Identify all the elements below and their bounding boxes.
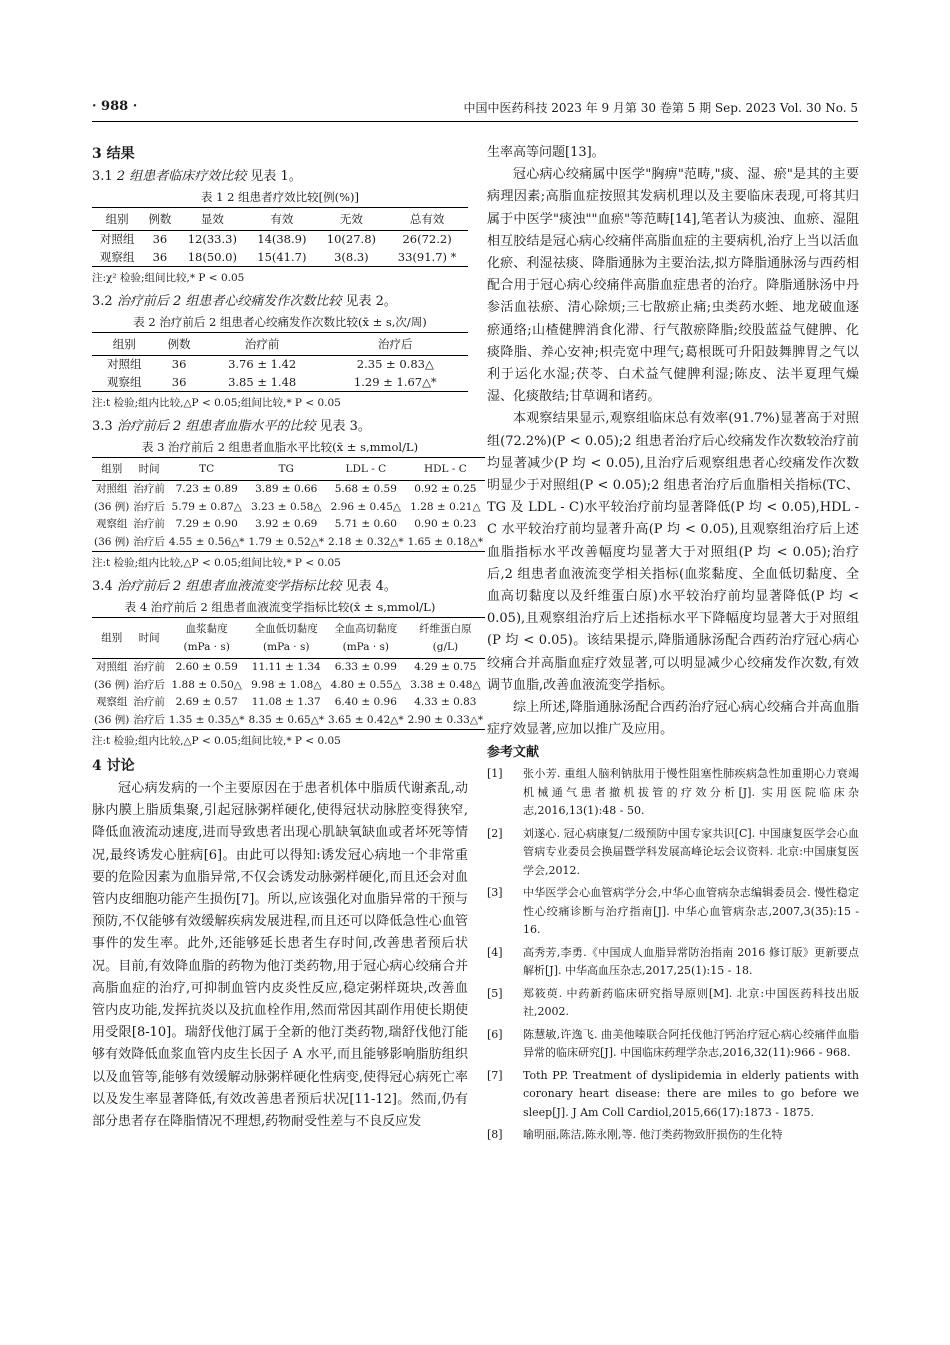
table3-note: 注:t 检验;组内比较,△P < 0.05;组间比较,* P < 0.05 [92, 557, 341, 569]
table-row [92, 659, 485, 677]
subsection-ref: 见表 2。 [345, 294, 397, 309]
table-cell: 1.35 ± 0.35△* [168, 713, 245, 726]
table-cell: 1.29 ± 1.67△* [353, 374, 437, 389]
references-title: 参考文献 [487, 745, 540, 761]
reference-text: 郑筱萸. 中药新药临床研究指导原则[M]. 北京:中国医药科技出版社,2002. [523, 986, 859, 1019]
journal-running-head: 中国中医药科技 2023 年 9 月第 30 卷第 5 期 Sep. 2023 Vol. 30 No. 5 [463, 101, 858, 115]
table-cell: 2.96 ± 0.45△ [330, 500, 401, 513]
table-cell: 8.35 ± 0.65△* [248, 713, 325, 726]
header-unit: (mPa · s) [342, 641, 390, 653]
reference-item [487, 944, 859, 981]
table4 [92, 617, 485, 730]
reference-text: 陈慧敏,许逸飞. 曲美他嗪联合阿托伐他汀钙治疗冠心病心绞痛伴血脂异常的临床研究[J]. 中国临床药理学杂志,2016,32(11):966 - 968. [523, 1027, 859, 1060]
table-cell: 4.33 ± 0.83 [414, 696, 477, 708]
table-cell: 治疗后 [133, 535, 165, 548]
table-cell: 观察组 [99, 249, 135, 264]
table-cell: 18(50.0) [187, 249, 237, 264]
table-cell: 治疗前 [133, 518, 165, 530]
table-cell: 15(41.7) [257, 249, 307, 264]
subsection-3-1 [92, 166, 468, 187]
subsection-title: 治疗前后 2 组患者心绞痛发作次数比较 [116, 294, 342, 309]
table-cell: 11.08 ± 1.37 [251, 696, 321, 708]
table-cell: 1.65 ± 0.18△* [407, 535, 484, 548]
reference-text: 张小芳. 重组人脑利钠肽用于慢性阻塞性肺疾病急性加重期心力衰竭机械通气患者撤机拔管的疗效分析[J]. 实用医院临床杂志,2016,13(1):48 - 50. [523, 767, 859, 818]
discussion-paragraph-4: 综上所述,降脂通脉汤配合西药治疗冠心病心绞痛合并高血脂症疗效显著,应加以推广及应用。 [487, 700, 859, 738]
page-header [92, 99, 858, 122]
reference-number: [2] [487, 826, 503, 840]
reference-item [487, 1067, 859, 1123]
reference-number: [4] [487, 945, 503, 959]
reference-item [487, 985, 859, 1022]
header-unit: (g/L) [432, 641, 459, 653]
table-header: 组别 [92, 458, 131, 481]
table-header: 时间 [131, 618, 167, 659]
reference-text: 刘遂心. 冠心病康复/二级预防中国专家共识[C]. 中国康复医学会心血管病专业委员会换届暨学科发展高峰论坛会议资料. 北京:中国康复医学会,2012. [523, 826, 859, 877]
reference-item [487, 1126, 859, 1145]
reference-text: 中华医学会心血管病学分会,中华心血管病杂志编辑委员会. 慢性稳定性心绞痛诊断与治疗指南[J]. 中华心血管病杂志,2007,3(35):15 - 16. [523, 886, 859, 937]
table3-caption: 表 3 治疗前后 2 组患者血脂水平比较(x̄ ± s,mmol/L) [141, 440, 419, 454]
table-row [92, 712, 485, 730]
table-cell: 观察组 [95, 518, 128, 530]
table-cell: 3.85 ± 1.48 [228, 374, 297, 389]
table-cell: 3.23 ± 0.58△ [251, 500, 322, 513]
table-cell: 4.29 ± 0.75 [414, 661, 477, 673]
subsection-title: 2 组患者临床疗效比较 [116, 169, 247, 184]
table-header: 例数 [156, 333, 201, 356]
table-cell: (36 例) [94, 500, 130, 513]
table1 [92, 207, 468, 267]
table-cell: 1.79 ± 0.52△* [248, 535, 325, 548]
table-cell: 对照组 [95, 483, 128, 495]
table3 [92, 457, 485, 552]
discussion-paragraph-1-continued: 生率高等问题[13]。 [487, 145, 605, 160]
table-cell: 6.40 ± 0.96 [334, 696, 397, 708]
table-row [92, 374, 468, 392]
reference-number: [6] [487, 1027, 503, 1041]
table-row [92, 499, 485, 517]
table-cell: 观察组 [95, 696, 128, 708]
table-cell: (36 例) [94, 713, 130, 726]
subsection-3-4 [92, 576, 468, 597]
table-cell: 5.79 ± 0.87△ [171, 500, 242, 513]
table2-note: 注:t 检验;组内比较,△P < 0.05;组间比较,* P < 0.05 [92, 397, 341, 409]
table-cell: 3.38 ± 0.48△ [410, 678, 481, 691]
table-header [326, 618, 406, 659]
table-header: 治疗前 [202, 333, 323, 356]
table-cell: 对照组 [95, 661, 128, 673]
left-column [92, 142, 484, 1133]
table-cell: 1.28 ± 0.21△ [410, 500, 481, 513]
table2 [92, 332, 468, 392]
table-cell: 观察组 [106, 374, 142, 389]
discussion-paragraph-2: 冠心病心绞痛属中医学"胸痹"范畴,"痰、湿、瘀"是其的主要病理因素;高脂血症按照其发病机理以及主要临床表现,可将其归属于中医学"痰浊""血瘀"等范畴[14],笔者认为痰浊、血瘀、湿阻相互胶结是冠心病心绞痛伴高脂血症的主要病机,治疗上当以活血化瘀、利湿祛痰、降脂通脉为主要治法,拟方降脂通脉汤与西药相配合用于冠心病心绞痛伴高脂血症患者的治疗。降脂通脉汤中丹参活血祛瘀、清心除烦;三七散瘀止痛;虫类药水蛭、地龙破血逐瘀通络;山楂健脾消食化滞、行气散瘀降脂;绞股蓝益气健脾、化痰降脂、养心安神;枳壳宽中理气;葛根既可升阳鼓舞脾胃之气以利于运化水湿;茯苓、白术益气健脾利湿;陈皮、法半夏理气燥湿、化痰散结;甘草调和诸药。 [487, 167, 859, 405]
table-header: 有效 [247, 208, 317, 231]
table-header: 组别 [92, 333, 156, 356]
table-cell: 1.88 ± 0.50△ [171, 678, 242, 691]
table-cell: 36 [152, 249, 168, 264]
table-header: 总有效 [386, 208, 468, 231]
table-header: 无效 [317, 208, 387, 231]
table-cell: 对照组 [99, 232, 135, 246]
table-cell: 12(33.3) [187, 232, 237, 246]
page-number: · 988 · [92, 99, 138, 114]
table-row [92, 481, 485, 499]
table-cell: 14(38.9) [257, 232, 307, 246]
reference-item [487, 884, 859, 940]
table-cell: 对照组 [106, 357, 142, 371]
reference-item [487, 825, 859, 881]
table-cell: 36 [171, 374, 187, 389]
table-cell: 2.18 ± 0.32△* [328, 535, 404, 548]
reference-text: Toth PP. Treatment of dyslipidemia in elderly patients with coronary heart disease: there are miles to go before we sleep[J]. J Am Coll Cardiol,2015,66(17):1873 - 1875. [523, 1068, 859, 1119]
header-unit: (mPa · s) [183, 641, 230, 653]
table-cell: 2.35 ± 0.83△ [356, 357, 434, 371]
subsection-ref: 见表 3。 [319, 419, 371, 434]
reference-number: [7] [487, 1068, 503, 1082]
table-cell: 4.55 ± 0.56△* [168, 535, 245, 548]
table-cell: 治疗前 [133, 661, 165, 673]
table-cell: 治疗前 [133, 483, 165, 495]
table-cell: 2.69 ± 0.57 [175, 696, 238, 708]
table-header: 组别 [92, 208, 142, 231]
table-cell: 3.65 ± 0.42△* [328, 713, 404, 726]
table-header: TG [246, 458, 326, 481]
subsection-ref: 见表 4。 [345, 579, 397, 594]
table-cell: 3(8.3) [334, 249, 369, 264]
table1-note: 注:χ² 检验;组间比较,* P < 0.05 [92, 272, 245, 284]
section-4-title: 4 讨论 [92, 758, 135, 774]
table-cell: 7.23 ± 0.89 [175, 483, 238, 495]
reference-number: [5] [487, 986, 503, 1000]
table-header [246, 618, 326, 659]
table-cell: 5.71 ± 0.60 [334, 518, 397, 530]
table-cell: 7.29 ± 0.90 [175, 518, 238, 530]
discussion-paragraph-3: 本观察结果显示,观察组临床总有效率(91.7%)显著高于对照组(72.2%)(P < 0.05);2 组患者治疗后心绞痛发作次数较治疗前均显著减少(P 均 < 0.05),且治疗后观察组患者心绞痛发作次数明显少于对照组(P < 0.05);2 组患者治疗后血脂相关指标(TC、TG 及 LDL - C)水平较治疗前均显著降低(P 均 < 0.05),HDL - C 水平较治疗前均显著升高(P 均 < 0.05),且观察组治疗后上述血脂指标水平改善幅度均显著大于对照组(P 均 < 0.05);治疗后,2 组患者血液流变学相关指标(血浆黏度、全血低切黏度、全血高切黏度以及纤维蛋白原)水平较治疗前均显著降低(P 均 < 0.05),且观察组治疗后上述指标水平下降幅度均显著大于对照组(P 均 < 0.05)。该结果提示,降脂通脉汤配合西药治疗冠心病心绞痛合并高脂血症疗效显著,可以明显减少心绞痛发作次数,有效调节血脂,改善血液流变学指标。 [487, 411, 859, 693]
table-cell: (36 例) [94, 678, 130, 691]
header-unit: (mPa · s) [263, 641, 310, 653]
table-cell: 5.68 ± 0.59 [334, 483, 397, 495]
table-row [92, 356, 468, 374]
table-cell: 2.90 ± 0.33△* [407, 713, 484, 726]
right-column [487, 142, 859, 1149]
table-cell: 36 [152, 232, 168, 246]
table-cell: 6.33 ± 0.99 [334, 661, 397, 673]
table-cell: 治疗前 [133, 696, 165, 708]
table-header: 时间 [131, 458, 167, 481]
table-cell: (36 例) [94, 535, 130, 548]
table4-note: 注:t 检验;组内比较,△P < 0.05;组间比较,* P < 0.05 [92, 735, 341, 747]
table-cell: 3.92 ± 0.69 [255, 518, 318, 530]
discussion-paragraph-1: 冠心病发病的一个主要原因在于患者机体中脂质代谢紊乱,动脉内膜上脂质集聚,引起冠脉粥样硬化,使得冠状动脉腔变得狭窄,降低血液流动速度,进而导致患者出现心肌缺氧缺血或者坏死等情况,最终诱发心脏病[6]。由此可以得知:诱发冠心病地一个非常重要的危险因素为血脂异常,不仅会诱发动脉粥样硬化,而且还会对血管内皮细胞功能产生损伤[7]。所以,应该强化对血脂异常的干预与预防,不仅能够有效缓解疾病发展进程,而且还可以降低急性心血管事件的发生率。此外,还能够延长患者生存时间,改善患者预后状况。目前,有效降血脂的药物为他汀类药物,用于冠心病心绞痛合并高脂血症的治疗,可抑制血管内皮炎性反应,稳定粥样斑块,改善血管内皮功能,发挥抗炎以及抗血栓作用,然而常因其副作用使长期使用受限[8-10]。瑞舒伐他汀属于全新的他汀类药物,瑞舒伐他汀能够有效降低血浆血管内皮生长因子 A 水平,而且能够影响脂肪组织以及血管等,能够有效缓解动脉粥样硬化性病变,使得冠心病死亡率以及发生率显著降低,有效改善患者预后状况[11-12]。然而,仍有部分患者存在降脂情况不理想,药物耐受性差与不良反应发 [92, 781, 468, 1130]
table-header: LDL - C [326, 458, 406, 481]
subsection-3-2 [92, 291, 468, 312]
header-label: 纤维蛋白原 [419, 623, 472, 635]
table-cell: 36 [171, 357, 187, 371]
subsection-3-3 [92, 416, 468, 437]
table-cell: 治疗后 [133, 500, 165, 513]
table-cell: 治疗后 [133, 713, 165, 726]
table-header: TC [167, 458, 247, 481]
table-cell: 3.89 ± 0.66 [255, 483, 318, 495]
table-cell: 33(91.7) * [397, 249, 457, 264]
table-cell: 0.92 ± 0.25 [414, 483, 477, 495]
table-cell: 9.98 ± 1.08△ [251, 678, 322, 691]
table-row [92, 677, 485, 695]
reference-number: [8] [487, 1128, 503, 1142]
subsection-title: 治疗前后 2 组患者血脂水平的比较 [116, 419, 316, 434]
reference-item [487, 765, 859, 821]
header-label: 全血低切黏度 [254, 623, 318, 635]
table1-caption: 表 1 2 组患者疗效比较[例(%)] [201, 190, 359, 204]
reference-item [487, 1026, 859, 1063]
subsection-number: 3.4 [92, 579, 113, 594]
table-row [92, 516, 485, 534]
table-header: 例数 [142, 208, 177, 231]
subsection-number: 3.1 [92, 169, 113, 184]
table-cell: 0.90 ± 0.23 [414, 518, 477, 530]
table-row [92, 694, 485, 712]
subsection-number: 3.2 [92, 294, 113, 309]
header-label: 全血高切黏度 [334, 623, 398, 635]
table-header: 显效 [178, 208, 248, 231]
table2-caption: 表 2 治疗前后 2 组患者心绞痛发作次数比较(x̄ ± s,次/周) [133, 315, 427, 329]
table-cell: 治疗后 [133, 678, 165, 691]
table-header: HDL - C [406, 458, 486, 481]
table-cell: 10(27.8) [326, 232, 376, 246]
table-cell: 4.80 ± 0.55△ [330, 678, 401, 691]
table-cell: 11.11 ± 1.34 [251, 661, 321, 673]
section-3-title: 3 结果 [92, 146, 135, 162]
reference-text: 喻明丽,陈洁,陈永刚,等. 他汀类药物致肝损伤的生化特 [523, 1128, 783, 1142]
table-cell: 26(72.2) [402, 232, 452, 246]
table-cell: 3.76 ± 1.42 [228, 357, 297, 371]
table-header [406, 618, 486, 659]
table-row [92, 249, 468, 267]
header-label: 血浆黏度 [185, 623, 228, 635]
reference-number: [3] [487, 886, 503, 900]
table-header: 治疗后 [323, 333, 468, 356]
subsection-ref: 见表 1。 [250, 169, 302, 184]
subsection-number: 3.3 [92, 419, 113, 434]
table-row [92, 231, 468, 249]
table4-caption: 表 4 治疗前后 2 组患者血液流变学指标比较(x̄ ± s,mmol/L) [124, 600, 436, 614]
table-header: 组别 [92, 618, 131, 659]
table-header [167, 618, 247, 659]
subsection-title: 治疗前后 2 组患者血液流变学指标比较 [116, 579, 342, 594]
table-cell: 2.60 ± 0.59 [175, 661, 238, 673]
table-row [92, 534, 485, 552]
reference-text: 高秀芳,李勇.《中国成人血脂异常防治指南 2016 修订版》更新要点解析[J]. 中华高血压杂志,2017,25(1):15 - 18. [523, 945, 859, 978]
reference-number: [1] [487, 767, 503, 781]
reference-list [487, 765, 859, 1145]
